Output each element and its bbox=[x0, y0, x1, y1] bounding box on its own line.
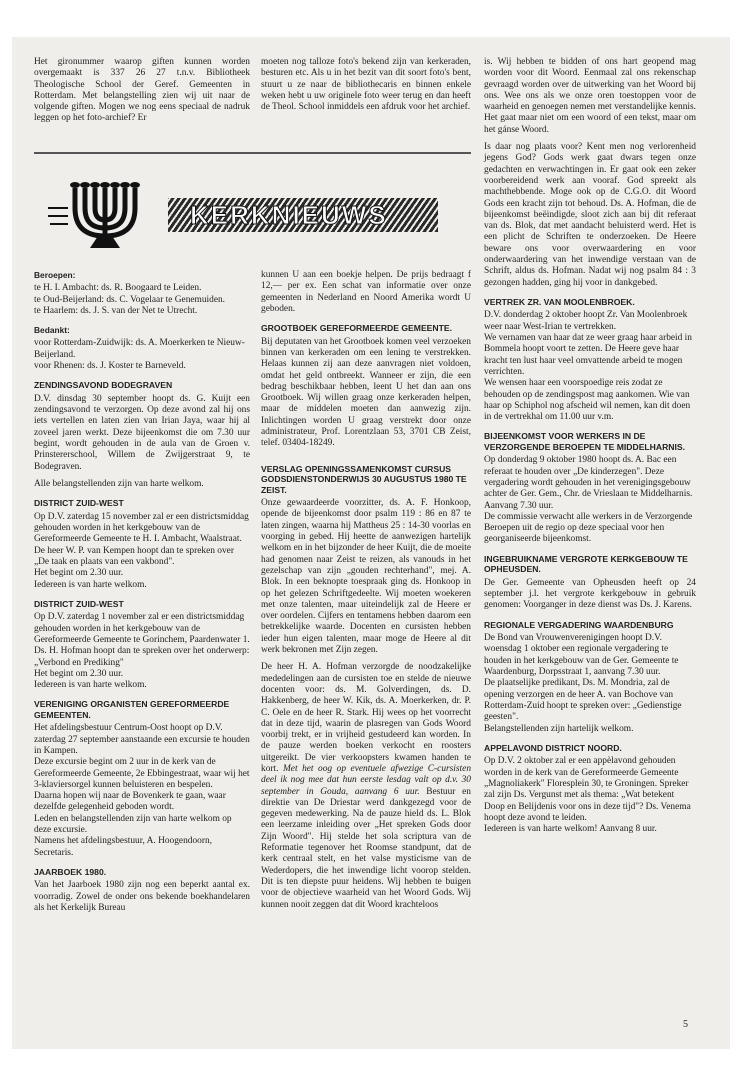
vertrek-paragraph: D.V. donderdag 2 oktober hoopt Zr. Van Moolenbroek weer naar West-Irian te vertrekken. bbox=[484, 310, 688, 332]
grootboek-heading: GROOTBOEK GEREFORMEERDE GEMEENTE. bbox=[261, 323, 452, 334]
column-3 bbox=[484, 57, 696, 835]
organisten-heading: VERENIGING ORGANISTEN GEREFORMEERDE GEMEENTEN. bbox=[34, 699, 230, 720]
organisten-paragraph: Leden en belangstellenden zijn van harte welkom op deze excursie. bbox=[34, 813, 232, 836]
kerknieuws-banner bbox=[40, 178, 438, 251]
district-zuid-west-heading: DISTRICT ZUID-WEST bbox=[34, 498, 124, 509]
district-paragraph: Iedereen is van harte welkom. bbox=[34, 680, 147, 691]
bijeenkomst-paragraph: Op donderdag 9 oktober 1980 hoopt ds. A. Bac een referaat te houden over „De kinderzegen". Deze vergadering wordt gehouden in het verenigingsgebouw achter de Ger. Gem., Chr. de Vrieslaan te Middelharnis. bbox=[484, 455, 693, 500]
verslag-italic-note: Met het oog op eventuele afwezige C-cursisten deel ik nog mee dat hun eerste lesdag valt op d.v. 30 september in Gouda, aanvang 6 uur. bbox=[261, 763, 472, 797]
bedankt-line: voor Rotterdam-Zuidwijk: ds. A. Moerkerken te Nieuw-Beijerland. bbox=[34, 338, 245, 360]
column-1 bbox=[34, 270, 250, 920]
jaarboek-paragraph: Van het Jaarboek 1980 zijn nog een beperkt aantal ex. voorradig. Zowel de onder ons bekende boekhandelaren als het Kerkelijk Bureau bbox=[34, 880, 250, 914]
top-column-2 bbox=[261, 57, 471, 119]
page-number: 5 bbox=[683, 1019, 688, 1030]
bedankt-line: voor Rhenen: ds. J. Koster te Barneveld. bbox=[34, 361, 186, 372]
zendingsavond-paragraph: D.V. dinsdag 30 september hoopt ds. G. Kuijt een zendingsavond te verzorgen. Op deze avond zal hij ons iets vertellen en laten zien van Irian Jaya, waar hij al zoveel jaren werkt. Deze bijeenkomst die om 7.30 uur begint, wordt gehouden in de aula van de Groen v. Prinstererschool, Willem de Zwijgerstraat 9, te Bodegraven. bbox=[34, 393, 250, 472]
organisten-paragraph: Het afdelingsbestuur Centrum-Oost hoopt op D.V. zaterdag 27 september aanstaande een excursie te houden in Kampen. bbox=[34, 723, 250, 756]
ingebruikname-heading: INGEBRUIKNAME VERGROTE KERKGEBOUW TE OPHEUSDEN. bbox=[484, 553, 688, 575]
district-paragraph: Iedereen is van harte welkom. bbox=[34, 579, 147, 590]
verslag-text: Bestuur en direktie van De Driestar werd dankgezegd voor de gegeven medewerking. Na de pauze hield ds. L. Blok een leerzame inleiding over „Het spreken Gods door Zijn Woord". Hij stelde het sola scriptura van de Reformatie tegenover het Roomse standpunt, dat de kerk centraal stelt, en het valse mysticisme van de Wederdopers, die het inwendige licht voorop stelden. Dit is ten diepste puur heidens. Wij hebben te buigen voor de objectieve waarheid van het Woord Gods. Wij kunnen nooit zeggen dat dit Woord krachteloos bbox=[261, 786, 471, 910]
regionale-paragraph: Belangstellenden zijn hartelijk welkom. bbox=[484, 723, 634, 734]
district-paragraph: Op D.V. zaterdag 1 november zal er een districtsmiddag gehouden worden in het kerkgebouw van de Gereformeerde Gemeente te Gorinchem, Paardenwater 1. bbox=[34, 612, 250, 645]
district-paragraph: Het begint om 2.30 uur. bbox=[34, 668, 124, 679]
bijeenkomst-paragraph: De commissie verwacht alle werkers in de Verzorgende Beroepen uit de regio op deze speciaal voor hen georganiseerde bijeenkomst. bbox=[484, 511, 693, 545]
appelavond-heading: APPELAVOND DISTRICT NOORD. bbox=[484, 742, 622, 753]
bijeenkomst-heading: BIJEENKOMST VOOR WERKERS IN DE VERZORGENDE BEROEPEN TE MIDDELHARNIS. bbox=[484, 431, 686, 452]
grootboek-paragraph: Bij deputaten van het Grootboek komen veel verzoeken binnen van kerkeraden om een lening te verstrekken. Helaas kunnen zij aan deze aanvragen niet voldoen, omdat het geld ontbreekt. Wanneer er zijn, die een bedrag beschikbaar hebben, leent U het dan aan ons Grootboek. Wij willen graag onze kerkeraden helpen, maar de middelen moeten dan aanwezig zijn. Inlichtingen worden U graag verstrekt door onze administrateur, Prof. Lorentzlaan 53, 3701 CB Zeist, telef. 03404-18249. bbox=[261, 336, 471, 449]
banner-title: KERKNIEUWS bbox=[190, 200, 388, 230]
ingebruikname-paragraph: De Ger. Gemeente van Opheusden heeft op 24 september j.l. het vergrote kerkgebouw in gebruik genomen: Voorganger in deze dienst was Ds. J. Karens. bbox=[484, 577, 696, 611]
jaarboek-heading: JAARBOEK 1980. bbox=[34, 866, 107, 877]
regionale-vergadering-heading: REGIONALE VERGADERING WAARDENBURG bbox=[484, 619, 674, 630]
verslag-text: De heer H. A. Hofman verzorgde de noodzakelijke mededelingen aan de cursisten toe en stelde de nieuwe docenten voor: ds. M. Golverdingen, ds. D. Hakkenberg, de heer W. Kik, ds. A. Moerkerken, dr. P. C. Oele en de heer R. Stark. Hij wees op het voorrecht dat in deze tijd, waarin de plasregen van Gods Woord voorbij trekt, er in vrijheid gestudeerd kan worden. In de pauze werden boeken verkocht en roosters uitgereikt. De vier verkoopsters kwamen handen te kort. bbox=[261, 662, 471, 774]
column-2 bbox=[261, 270, 471, 917]
district-paragraph: Het begint om 2.30 uur. bbox=[34, 568, 124, 579]
verslag-heading: VERSLAG OPENINGSSAMENKOMST CURSUS GODSDIENSTONDERWIJS 30 AUGUSTUS 1980 TE ZEIST. bbox=[261, 463, 467, 495]
bijeenkomst-paragraph: Aanvang 7.30 uur. bbox=[484, 500, 554, 511]
vertrek-heading: VERTREK ZR. VAN MOOLENBROEK. bbox=[484, 296, 635, 307]
beroepen-line: te Oud-Beijerland: ds. C. Vogelaar te Genemuiden. bbox=[34, 294, 226, 305]
beroepen-line: te H. I. Ambacht: ds. R. Boogaard te Leiden. bbox=[34, 283, 202, 294]
vertrek-paragraph: We wensen haar een voorspoedige reis zodat ze behouden op de zendingspost mag aankomen. Wie van haar op Schiphol nog afscheid wil nemen, kan dit doen in de vertrekhal om 11.00 uur v.m. bbox=[484, 378, 691, 423]
verslag-continued: is. Wij hebben te bidden of ons hart geopend mag worden voor dit Woord. Eenmaal zal ons rekenschap gevraagd worden over de uitwerking van het Woord bij ons. Wee ons als we onze oren toestoppen voor de waarheid en genoegen nemen met verstandelijke kennis. Het gaat maar niet om een woord of een tekst, maar om het gánse Woord. bbox=[484, 57, 696, 135]
beroepen-heading: Beroepen: bbox=[34, 270, 76, 280]
zendingsavond-paragraph: Alle belangstellenden zijn van harte welkom. bbox=[34, 478, 204, 489]
appelavond-paragraph: Op D.V. 2 oktober zal er een appèlavond gehouden worden in de kerk van de Gereformeerde Gemeente „Magnoliakerk" Floresplein 30, te Groningen. Spreker zal zijn Ds. Vergunst met als thema: „Wat betekent Doop en Belijdenis voor ons in deze tijd"? Ds. Venema hoopt deze avond te leiden. bbox=[484, 756, 691, 823]
vertrek-paragraph: We vernamen van haar dat ze weer graag haar arbeid in Bommela hoopt voort te zetten. De Heere geve haar kracht ten lust haar veel omvattende arbeid te mogen verrichten. bbox=[484, 333, 692, 377]
menorah-icon bbox=[40, 178, 170, 251]
divider-rule bbox=[34, 152, 471, 154]
district-zuid-west-heading: DISTRICT ZUID-WEST bbox=[34, 598, 124, 609]
district-paragraph: De heer W. P. van Kempen hoopt dan te spreken over „De taak en plaats van een vakbond". bbox=[34, 545, 234, 567]
appelavond-paragraph: Iedereen is van harte welkom! Aanvang 8 uur. bbox=[484, 824, 657, 835]
beroepen-line: te Haarlem: ds. J. S. van der Net te Utrecht. bbox=[34, 305, 198, 316]
zendingsavond-heading: ZENDINGSAVOND BODEGRAVEN bbox=[34, 380, 173, 391]
district-paragraph: Op D.V. zaterdag 15 november zal er een districtsmiddag gehouden worden in het kerkgebouw van de Gereformeerde Gemeente te H. I. Ambacht, Waalstraat. bbox=[34, 511, 249, 545]
organisten-paragraph: Daarna hopen wij naar de Bovenkerk te gaan, waar dezelfde gelegenheid geboden wordt. bbox=[34, 791, 226, 813]
organisten-paragraph: Deze excursie begint om 2 uur in de kerk van de Gereformeerde Gemeente, 2e Ebbingestraat, waar wij het 3-klaviersorgel kunnen beluisteren en bespelen. bbox=[34, 757, 250, 790]
top-paragraph-2: moeten nog talloze foto's bekend zijn van kerkeraden, besturen etc. Als u in het bezit van dit soort foto's bent, stuurt u ze naar de bibliothecaris en binnen enkele weken hebt u uw originele foto weer terug en dan heeft de Theol. School inmiddels een afdruk voor het archief. bbox=[261, 57, 471, 113]
verslag-continued: Is daar nog plaats voor? Kent men nog verlorenheid jegens God? Gods werk gaat dwars tegen onze gedachten en verwachtingen in. Er gaat ook een zeker voorbereidend werk aan vooraf. God spreekt als machthebbende. Moge ook op de C.G.O. dit Woord Gods een kracht zijn tot behoud. Ds. A. Hofman, die de bijeenkomst beëindigde, sloot zich aan bij dit referaat van ds. Blok, dat met aandacht beluisterd werd. Het is een plicht de Schriften te onderzoeken. De Heere beware ons voor overwaardering en voor onderwaardering van het inwendige verstaan van de Schrift, aldus ds. Hofman. Nadat wij nog psalm 84 : 3 gezongen hadden, ging hij voor in dankgebed. bbox=[484, 142, 696, 288]
top-column-1 bbox=[34, 57, 250, 131]
regionale-paragraph: De Bond van Vrouwenverenigingen hoopt D.V. woensdag 1 oktober een regionale vergadering te houden in het kerkgebouw van de Ger. Gemeente te Waardenburg, Dorpsstraat 1, aanvang 7.30 uur. bbox=[484, 633, 679, 678]
district-paragraph: Ds. H. Hofman hoopt dan te spreken over het onderwerp: „Verbond en Prediking" bbox=[34, 646, 250, 668]
jaarboek-continued: kunnen U aan een boekje helpen. De prijs bedraagt f 12,— per ex. Een schat van informatie over onze gemeenten in Nederland en Noord Amerika wordt U geboden. bbox=[261, 270, 471, 314]
bedankt-heading: Bedankt: bbox=[34, 325, 70, 336]
verslag-paragraph bbox=[261, 662, 471, 911]
organisten-paragraph: Namens het afdelingsbestuur, A. Hoogendoorn, Secretaris. bbox=[34, 836, 212, 858]
top-paragraph-1: Het gironummer waarop giften kunnen worden overgemaakt is 337 26 27 t.n.v. Bibliotheek Theologische School der Geref. Gemeenten in Rotterdam. Met belangstelling zien wij uit naar de volgende giften. Mogen we nog eens speciaal de nadruk leggen op het foto-archief? Er bbox=[34, 57, 250, 124]
regionale-paragraph: De plaatselijke predikant, Ds. M. Mondria, zal de opening verzorgen en de heer A. van Bochove van Rotterdam-Zuid hoopt te spreken over: „Gedienstige geesten". bbox=[484, 678, 682, 723]
verslag-paragraph: Onze gewaardeerde voorzitter, ds. A. F. Honkoop, opende de bijeenkomst door psalm 119 : 86 en 87 te laten zingen, waarna hij Mattheus 25 : 14-30 voorlas en voorging in gebed. Hij heette de aanwezigen hartelijk welkom en in het bijzonder de heer Kuijt, die de moeite had genomen naar Zeist te reizen, als vanouds in het gezelschap van zijn „gouden rechterhand", mej. A. Blok. In een beknopte toespraak ging ds. Honkoop in op het gelezen Schriftgedeelte. Wij moeten woekeren met onze talenten, maar uiteindelijk zal de Heere er over oordelen. Cijfers en tentamens hebben daarom een betrekkelijke waarde. Docenten en cursisten hebben ieder hun eigen talenten, maar moge de Heere al dit werk bekronen met Zijn zegen. bbox=[261, 498, 471, 656]
